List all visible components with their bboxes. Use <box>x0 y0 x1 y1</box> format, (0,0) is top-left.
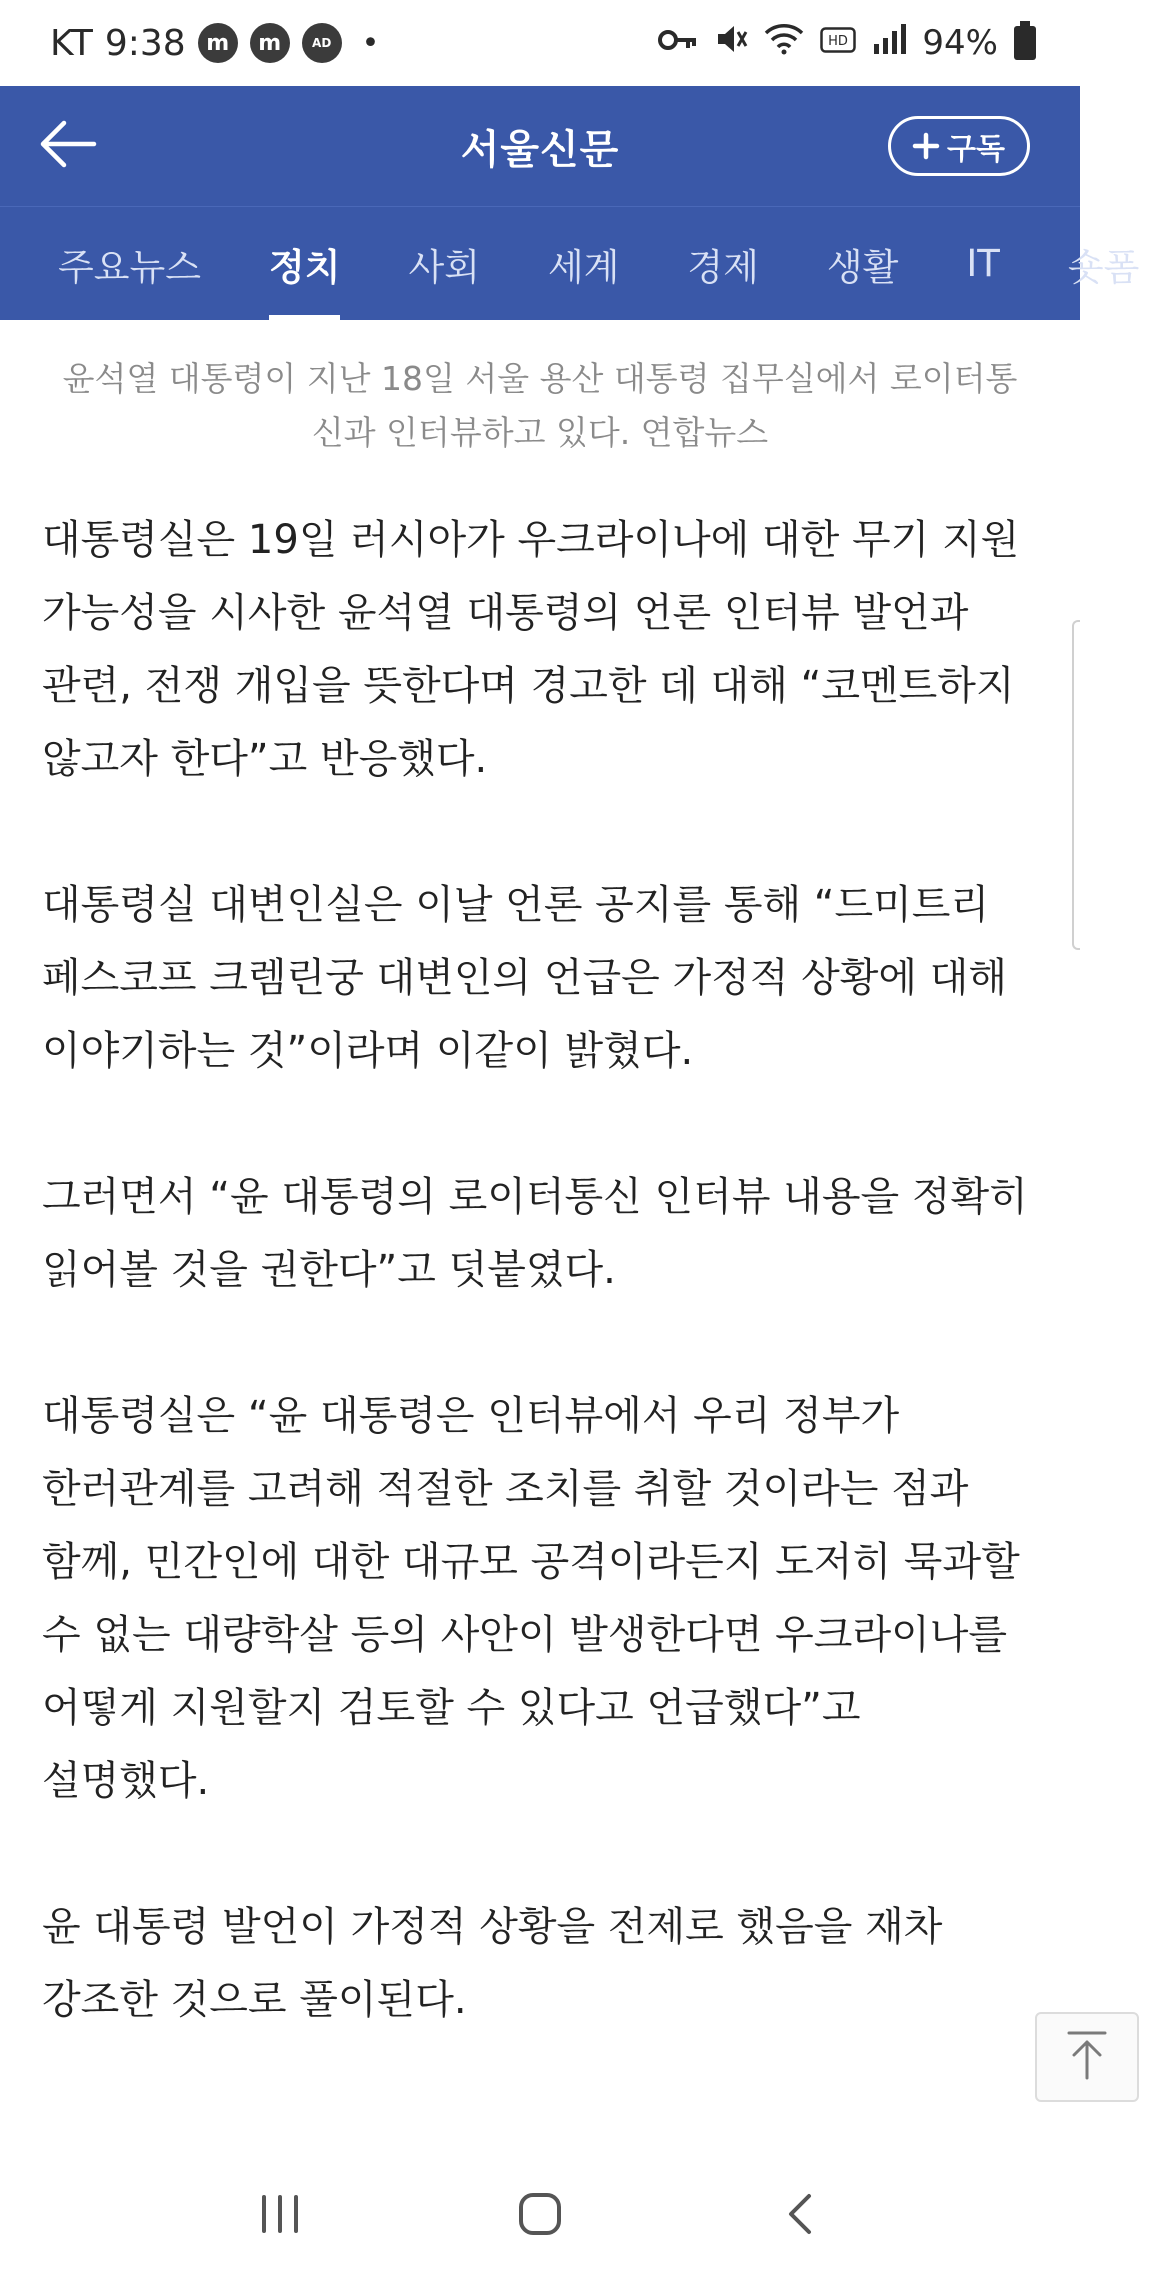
mute-icon <box>714 22 748 64</box>
svg-text:HD: HD <box>828 33 849 49</box>
tab-politics[interactable] <box>235 207 374 321</box>
app-title: 서울신문 <box>460 126 620 173</box>
article-paragraph: 대통령실은 19일 러시아가 우크라이나에 대한 무기 지원 가능성을 시사한 윤석열 대통령의 언론 인터뷰 발언과 관련, 전쟁 개입을 뜻한다며 경고한 데 대해 “코멘트하지 않고자 한다”고 반응했다. <box>42 517 1020 782</box>
status-time: 9:38 <box>104 22 186 64</box>
subscribe-label: 구독 <box>947 132 1005 167</box>
tab-society[interactable] <box>374 207 513 321</box>
app-header <box>0 86 1080 206</box>
article-paragraph: 윤 대통령 발언이 가정적 상황을 전제로 했음을 재차 강조한 것으로 풀이된다. <box>42 1904 943 2023</box>
category-tab-bar <box>0 206 1140 320</box>
hd-voice-icon <box>820 26 856 61</box>
tab-label: 세계 <box>547 245 620 289</box>
battery-percent: 94% <box>922 23 998 63</box>
ad-blocked-icon: AD <box>302 23 342 63</box>
article-body <box>42 504 1040 2037</box>
recent-apps-button[interactable] <box>240 2176 320 2256</box>
tab-label: 주요뉴스 <box>58 245 201 289</box>
status-left <box>50 23 379 64</box>
more-notifications-dot-icon: • <box>361 25 380 61</box>
battery-icon <box>1014 26 1036 60</box>
subscribe-button[interactable] <box>888 116 1030 176</box>
tab-economy[interactable] <box>653 207 792 321</box>
system-back-button[interactable] <box>760 2176 840 2256</box>
tab-shortform[interactable] <box>1034 207 1173 321</box>
tab-world[interactable] <box>514 207 653 321</box>
tab-label: 숏폼 <box>1067 245 1140 289</box>
tab-life[interactable] <box>793 207 932 321</box>
tab-label: IT <box>966 242 1000 285</box>
wifi-icon <box>764 23 804 63</box>
arrow-up-to-line-icon <box>1065 2030 1109 2084</box>
carrier-label: KT <box>50 22 93 64</box>
signal-icon <box>872 24 906 62</box>
chevron-left-icon <box>785 2192 815 2240</box>
article-paragraph: 대통령실 대변인실은 이날 언론 공지를 통해 “드미트리 페스코프 크렘린궁 대변인의 언급은 가정적 상황에 대해 이야기하는 것”이라며 이같이 밝혔다. <box>42 882 1008 1074</box>
status-bar <box>0 0 1080 86</box>
scrollbar[interactable] <box>1072 620 1080 950</box>
tab-label: 생활 <box>826 245 899 289</box>
home-icon <box>517 2191 563 2241</box>
recent-apps-icon <box>258 2194 302 2238</box>
plus-icon <box>913 127 939 165</box>
tab-label: 사회 <box>408 245 480 289</box>
notification-m-icon: m <box>198 23 238 63</box>
photo-caption: 윤석열 대통령이 지난 18일 서울 용산 대통령 집무실에서 로이터통신과 인터뷰하고 있다. 연합뉴스 <box>62 359 1018 452</box>
tab-label: 경제 <box>687 245 759 289</box>
vpn-key-icon <box>658 26 698 61</box>
scroll-to-top-button[interactable] <box>1035 2012 1139 2102</box>
home-button[interactable] <box>500 2176 580 2256</box>
article-paragraph: 대통령실은 “윤 대통령은 인터뷰에서 우리 정부가 한러관계를 고려해 적절한 조치를 취할 것이라는 점과 함께, 민간인에 대한 대규모 공격이라든지 도저히 묵과할 수 없는 대량학살 등의 사안이 발생한다면 우크라이나를 어떻게 지원할지 검토할 수 있다고 언급했다”고 설명했다. <box>42 1393 1020 1804</box>
article-content[interactable] <box>0 320 1080 2152</box>
article-paragraph: 그러면서 “윤 대통령의 로이터통신 인터뷰 내용을 정확히 읽어볼 것을 권한다”고 덧붙였다. <box>42 1174 1028 1293</box>
status-right <box>658 22 1036 64</box>
notification-m-icon-2: m <box>250 23 290 63</box>
back-button[interactable] <box>36 114 100 178</box>
arrow-left-icon <box>38 119 98 173</box>
system-nav-bar <box>0 2152 1080 2280</box>
tab-it[interactable] <box>932 207 1034 321</box>
tab-label: 정치 <box>268 245 341 289</box>
tab-main-news[interactable] <box>0 207 235 321</box>
